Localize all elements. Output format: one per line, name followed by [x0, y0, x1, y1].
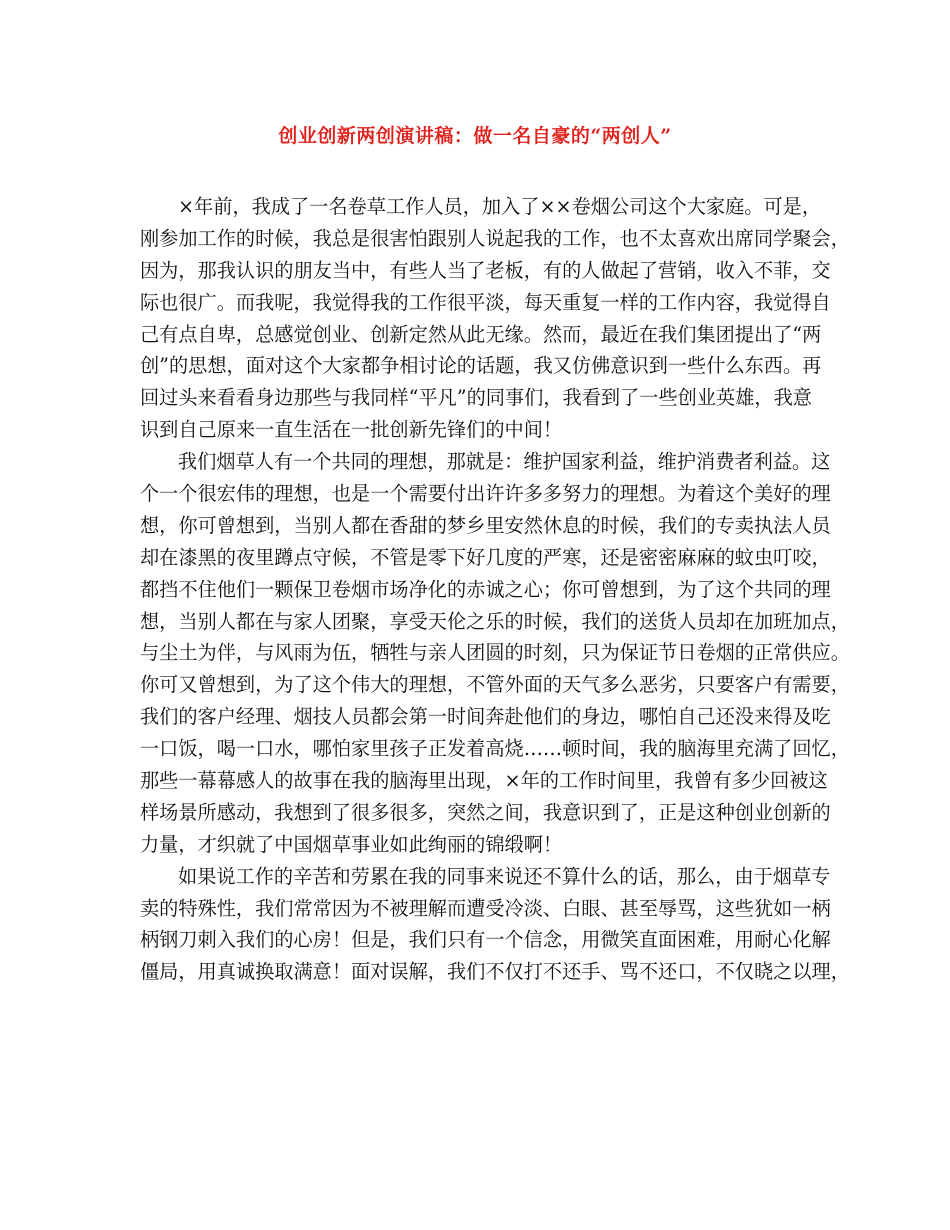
text-line: 想，当别人都在与家人团聚，享受天伦之乐的时候，我们的送货人员却在加班加点，	[140, 609, 850, 633]
text-line: 己有点自卑，总感觉创业、创新定然从此无缘。然而，最近在我们集团提出了“两	[140, 322, 822, 346]
text-line: 回过头来看看身边那些与我同样“平凡”的同事们，我看到了一些创业英雄，我意	[140, 386, 812, 410]
text-line: 僵局，用真诚换取满意！面对误解，我们不仅打不还手、骂不还口，不仅晓之以理，	[140, 960, 850, 984]
text-line: 与尘土为伴，与风雨为伍，牺牲与亲人团圆的时刻，只为保证节日卷烟的正常供应。	[140, 641, 850, 665]
text-line: 我们的客户经理、烟技人员都会第一时间奔赴他们的身边，哪怕自己还没来得及吃	[140, 705, 831, 729]
text-line: 我们烟草人有一个共同的理想，那就是：维护国家利益，维护消费者利益。这	[178, 450, 831, 474]
text-line: 如果说工作的辛苦和劳累在我的同事来说还不算什么的话，那么，由于烟草专	[178, 864, 831, 888]
text-line: 样场景所感动，我想到了很多很多，突然之间，我意识到了，正是这种创业创新的	[140, 800, 831, 824]
paragraph-3	[140, 861, 850, 989]
text-line: 因为，那我认识的朋友当中，有些人当了老板，有的人做起了营销，收入不菲，交	[140, 258, 831, 282]
paragraph-2	[140, 446, 850, 861]
document-body	[140, 191, 850, 988]
text-line: 个一个很宏伟的理想，也是一个需要付出许许多多努力的理想。为着这个美好的理	[140, 482, 831, 506]
text-line: 识到自己原来一直生活在一批创新先锋们的中间！	[140, 418, 563, 442]
text-line: 想，你可曾想到，当别人都在香甜的梦乡里安然休息的时候，我们的专卖执法人员	[140, 513, 831, 537]
text-line: ×年前，我成了一名卷草工作人员，加入了××卷烟公司这个大家庭。可是，	[178, 195, 822, 218]
text-line: 际也很广。而我呢，我觉得我的工作很平淡，每天重复一样的工作内容，我觉得自	[140, 290, 831, 314]
text-line: 却在漆黑的夜里蹲点守候，不管是零下好几度的严寒，还是密密麻麻的蚊虫叮咬，	[140, 545, 831, 569]
paragraph-1	[140, 191, 850, 446]
text-line: 创”的思想，面对这个大家都争相讨论的话题，我又仿佛意识到一些什么东西。再	[140, 354, 822, 378]
text-line: 都挡不住他们一颗保卫卷烟市场净化的赤诚之心；你可曾想到，为了这个共同的理	[140, 577, 831, 601]
text-line: 力量，才织就了中国烟草事业如此绚丽的锦缎啊！	[140, 832, 563, 856]
text-line: 柄钢刀刺入我们的心房！但是，我们只有一个信念，用微笑直面困难，用耐心化解	[140, 928, 831, 952]
text-line: 一口饭，喝一口水，哪怕家里孩子正发着高烧……顿时间，我的脑海里充满了回忆，	[140, 737, 850, 761]
text-line: 你可又曾想到，为了这个伟大的理想，不管外面的天气多么恶劣，只要客户有需要，	[140, 673, 850, 697]
text-line: 那些一幕幕感人的故事在我的脑海里出现，×年的工作时间里，我曾有多少回被这	[140, 769, 828, 793]
document-title: 创业创新两创演讲稿：做一名自豪的“两创人”	[278, 125, 672, 147]
text-line: 卖的特殊性，我们常常因为不被理解而遭受冷淡、白眼、甚至辱骂，这些犹如一柄	[140, 896, 831, 920]
text-line: 刚参加工作的时候，我总是很害怕跟别人说起我的工作，也不太喜欢出席同学聚会，	[140, 226, 850, 250]
